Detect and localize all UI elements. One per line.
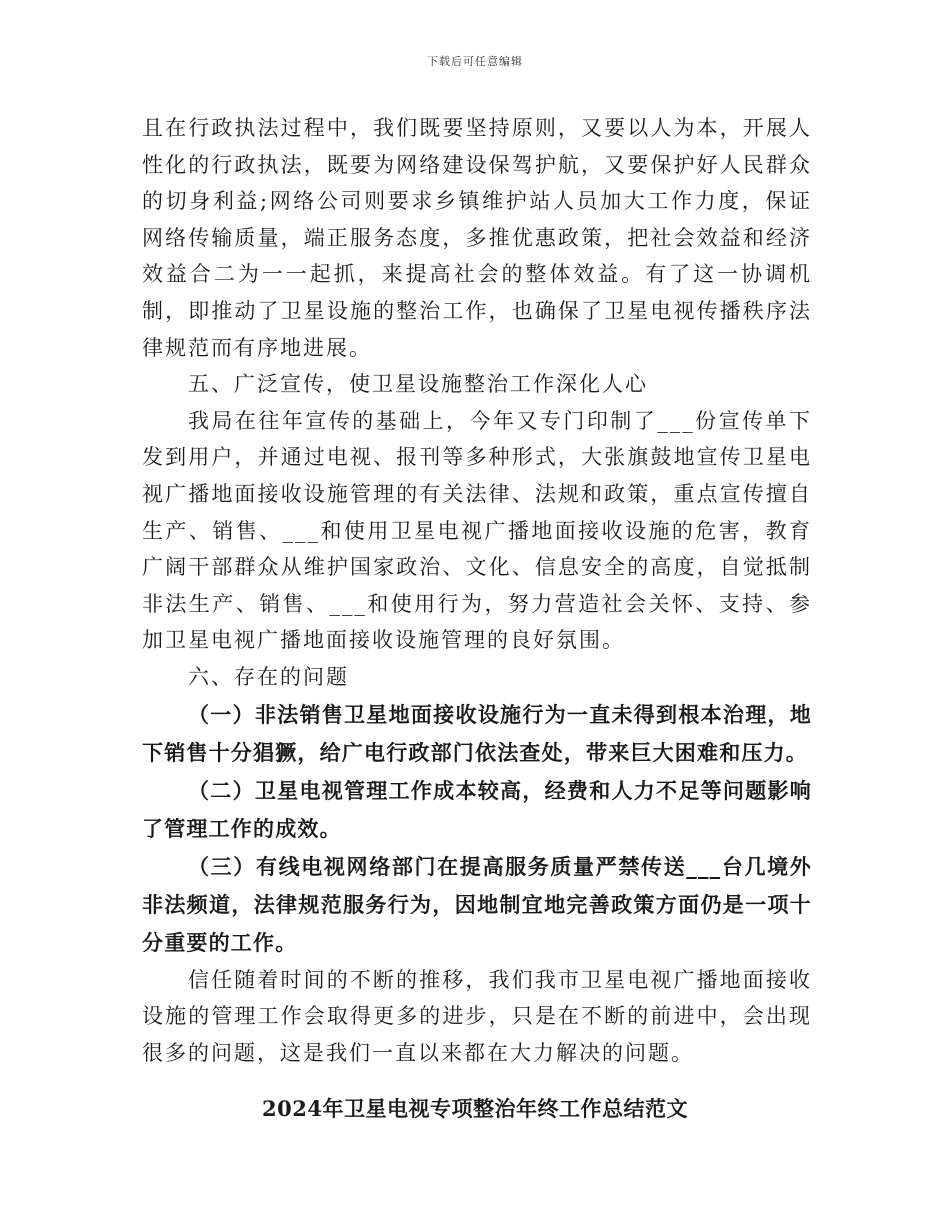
section-heading-problems: 六、存在的问题 [188, 664, 349, 689]
paragraph-intro: 且在行政执法过程中，我们既要坚持原则，又要以人为本，开展人性化的行政执法，既要为网络建设保驾护航，又要保护好人民群众的切身利益;网络公司则要求乡镇维护站人员加大工作力度，保证网络传输质量，端正服务态度，多推优惠政策，把社会效益和经济效益合二为一一起抓，来提高社会的整体效益。有了这一协调机制，即推动了卫星设施的整治工作，也确保了卫星电视传播秩序法律规范而有序地进展。 [142, 116, 812, 360]
paragraph-closing: 信任随着时间的不断的推移，我们我市卫星电视广播地面接收设施的管理工作会取得更多的进步，只是在不断的前进中，会出现很多的问题，这是我们一直以来都在大力解决的问题。 [142, 967, 812, 1065]
document-body [142, 110, 812, 1071]
paragraph-publicity: 我局在往年宣传的基础上，今年又专门印制了___份宣传单下发到用户，并通过电视、报刊等多种形式，大张旗鼓地宣传卫星电视广播地面接收设施管理的有关法律、法规和政策，重点宣传擅自生产、销售、___和使用卫星电视广播地面接收设施的危害，教育广阔干部群众从维护国家政治、文化、信息安全的高度，自觉抵制非法生产、销售、___和使用行为，努力营造社会关怀、支持、参加卫星电视广播地面接收设施管理的良好氛围。 [142, 408, 812, 653]
problem-item-2: （二）卫星电视管理工作成本较高，经费和人力不足等问题影响了管理工作的成效。 [142, 777, 812, 841]
section-heading-publicity: 五、广泛宣传，使卫星设施整治工作深化人心 [188, 372, 648, 397]
page-header: 下载后可任意编辑 [427, 55, 523, 68]
problem-item-1: （一）非法销售卫星地面接收设施行为一直未得到根本治理，地下销售十分猖獗，给广电行政部门依法查处，带来巨大困难和压力。 [142, 701, 812, 765]
problem-item-3: （三）有线电视网络部门在提高服务质量严禁传送___台几境外非法频道，法律规范服务行为，因地制宜地完善政策方面仍是一项十分重要的工作。 [142, 853, 812, 955]
next-document-title: 2024年卫星电视专项整治年终工作总结范文 [262, 1096, 688, 1121]
